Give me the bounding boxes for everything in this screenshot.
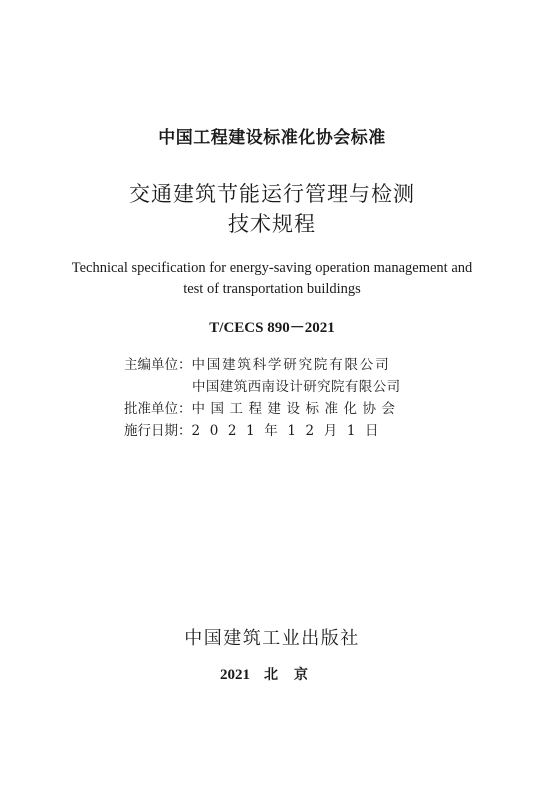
chinese-title-line-1: 交通建筑节能运行管理与检测 [129, 182, 415, 206]
effective-date-value: 2021年12月1日 [191, 423, 389, 439]
chinese-title-line-2: 技术规程 [228, 212, 316, 236]
approval-label: 批准单位： [124, 401, 192, 417]
publication-year: 2021 [220, 667, 250, 683]
publisher-name: 中国建筑工业出版社 [184, 628, 360, 649]
chief-editor-unit-2: 中国建筑西南设计研究院有限公司 [192, 379, 401, 395]
approval-row [124, 399, 401, 419]
english-title-line-1: Technical specification for energy-saving operation management and [71, 260, 473, 276]
english-title-line-2: test of transportation buildings [183, 281, 361, 297]
chief-editor-unit-1: 中国建筑科学研究院有限公司 [191, 357, 391, 373]
chief-editor-row-2 [192, 377, 401, 397]
publication-city: 北京 [264, 667, 324, 683]
approval-unit: 中国工程建设标准化协会 [191, 401, 401, 417]
chief-editor-row [124, 355, 390, 375]
standard-number: T/CECS 890－2021 [209, 320, 335, 336]
chief-editor-label: 主编单位： [124, 357, 192, 373]
publication-line [0, 665, 544, 685]
association-standard-heading: 中国工程建设标准化协会标准 [158, 128, 386, 148]
effective-date-label: 施行日期： [124, 423, 192, 439]
effective-date-row [124, 421, 388, 441]
